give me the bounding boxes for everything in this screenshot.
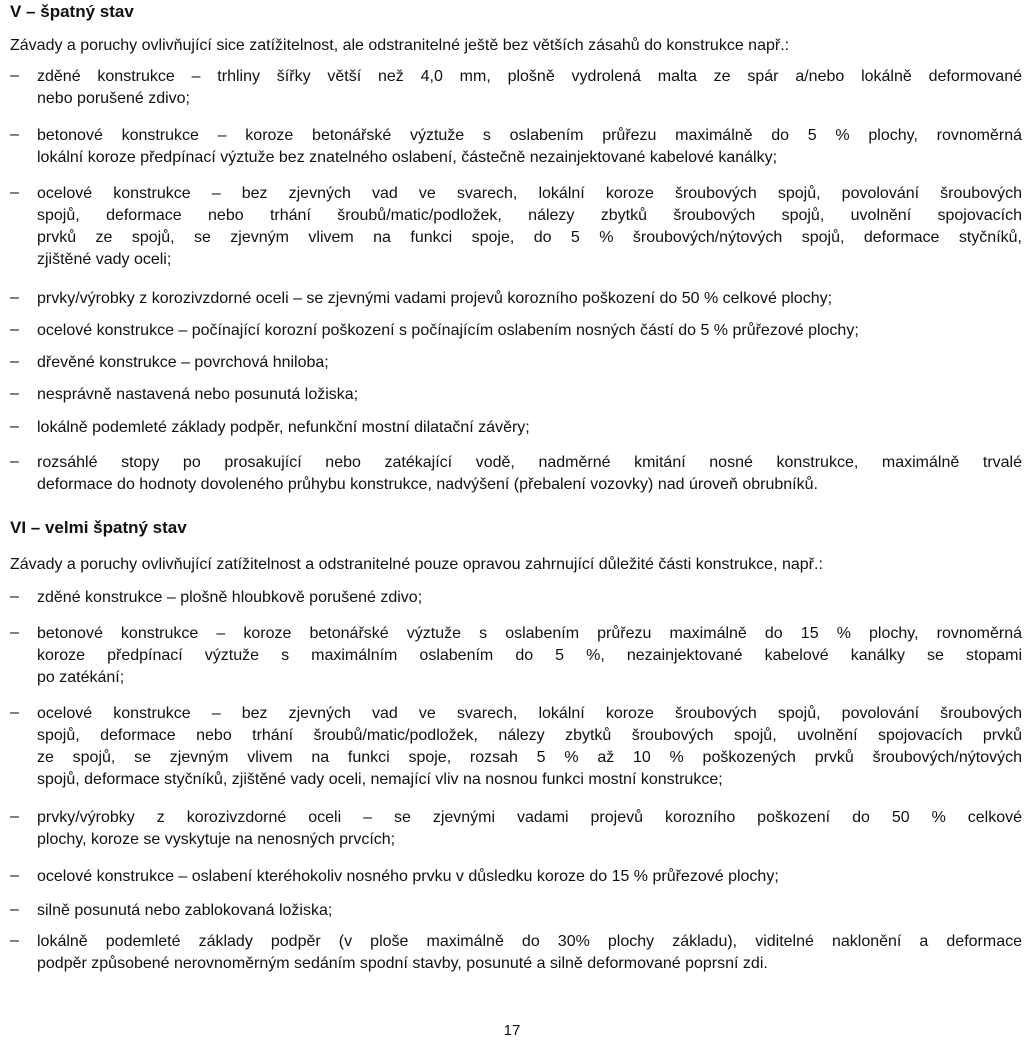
text-line: lokálně podemleté základy podpěr, nefunkční mostní dilatační závěry; [37, 419, 530, 436]
list-item-text [37, 125, 1022, 169]
list-item-text [37, 384, 1022, 406]
list-dash: – [10, 385, 19, 402]
text-line: spojů, deformace styčníků, zjištěné vady oceli, nemající vliv na nosnou funkci mostní konstrukce; [37, 771, 723, 788]
section-v-intro: Závady a poruchy ovlivňující sice zatížitelnost, ale odstranitelné ještě bez větších zásahů do konstrukce např.: [10, 37, 790, 54]
text-line: zděné konstrukce – plošně hloubkově porušené zdivo; [37, 589, 423, 606]
list-item-text [37, 417, 1022, 439]
text-line: podpěr způsobené nerovnoměrným sedáním spodní stavby, posunuté a silně deformované poprsní zdi. [37, 955, 768, 972]
text-line: lokální koroze předpínací výztuže bez znatelného oslabení, částečně nezainjektované kabelové kanálky; [37, 149, 778, 166]
text-line: zjištěné vady oceli; [37, 251, 172, 268]
text-line: nesprávně nastavená nebo posunutá ložiska; [37, 386, 359, 403]
list-dash: – [10, 321, 19, 338]
list-dash: – [10, 808, 19, 825]
text-line: prvky/výrobky z korozivzdorné oceli – se zjevnými vadami projevů korozního poškození do 50 % celkové plochy; [37, 290, 833, 307]
list-dash: – [10, 932, 19, 949]
list-dash: – [10, 289, 19, 306]
text-line: ocelové konstrukce – oslabení kteréhokoliv nosného prvku v důsledku koroze do 15 % průřezové plochy; [37, 868, 779, 885]
text-line: po zatékání; [37, 669, 125, 686]
list-dash: – [10, 126, 19, 143]
list-dash: – [10, 453, 19, 470]
text-line: ocelové konstrukce – počínající korozní poškození s počínajícím oslabením nosných částí do 5 % průřezové plochy; [37, 322, 859, 339]
text-line: zděné konstrukce – trhliny šířky větší než 4,0 mm, plošně vydrolená malta ze spár a/nebo lokálně deformované [37, 68, 1022, 85]
text-line: koroze předpínací výztuže s maximálním oslabením do 5 %, nezainjektované kabelové kanálky se stopami [37, 647, 1022, 664]
section-vi-intro: Závady a poruchy ovlivňující zatížitelnost a odstranitelné pouze opravou zahrnující důležité části konstrukce, např.: [10, 556, 823, 573]
list-dash: – [10, 901, 19, 918]
list-item-text [37, 452, 1022, 496]
text-line: silně posunutá nebo zablokovaná ložiska; [37, 902, 333, 919]
text-line: betonové konstrukce – koroze betonářské výztuže s oslabením průřezu maximálně do 5 % plochy, rovnoměrná [37, 127, 1022, 144]
text-line: prvky/výrobky z korozivzdorné oceli – se zjevnými vadami projevů korozního poškození do 50 % celkové [37, 809, 1022, 826]
text-line: ocelové konstrukce – bez zjevných vad ve svarech, lokální koroze šroubových spojů, povolování šroubových [37, 185, 1022, 202]
text-line: plochy, koroze se vyskytuje na nenosných prvcích; [37, 831, 396, 848]
list-item-text [37, 587, 1022, 609]
text-line: deformace do hodnoty dovoleného průhybu konstrukce, nadvýšení (přebalení vozovky) nad úroveň obrubníků. [37, 476, 818, 493]
text-line: spojů, deformace nebo trhání šroubů/matic/podložek, nálezy zbytků šroubových spojů, uvolnění spojovacích prvků [37, 727, 1022, 744]
section-v-heading: V – špatný stav [10, 2, 134, 21]
list-dash: – [10, 353, 19, 370]
text-line: betonové konstrukce – koroze betonářské výztuže s oslabením průřezu maximálně do 15 % plochy, rovnoměrná [37, 625, 1022, 642]
text-line: spojů, deformace nebo trhání šroubů/matic/podložek, nálezy zbytků šroubových spojů, uvolnění spojovacích [37, 207, 1022, 224]
text-line: dřevěné konstrukce – povrchová hniloba; [37, 354, 329, 371]
list-item-text [37, 183, 1022, 271]
list-item-text [37, 288, 1022, 310]
list-item-text [37, 866, 1022, 888]
text-line: ze spojů, se zjevným vlivem na funkci spoje, rozsah 5 % až 10 % poškozených prvků šroubových/nýtových [37, 749, 1022, 766]
list-item-text [37, 931, 1022, 975]
list-item-text [37, 66, 1022, 110]
list-item-text [37, 320, 1022, 342]
list-item-text [37, 352, 1022, 374]
list-item-text [37, 703, 1022, 791]
section-vi-heading: VI – velmi špatný stav [10, 518, 187, 537]
list-dash: – [10, 704, 19, 721]
text-line: lokálně podemleté základy podpěr (v ploše maximálně do 30% plochy základu), viditelné naklonění a deformace [37, 933, 1022, 950]
page-number: 17 [503, 1022, 521, 1039]
list-item-text [37, 900, 1022, 922]
list-dash: – [10, 867, 19, 884]
text-line: prvků ze spojů, se zjevným vlivem na funkci spoje, do 5 % šroubových/nýtových spojů, deformace styčníků, [37, 229, 1022, 246]
list-dash: – [10, 67, 19, 84]
list-dash: – [10, 418, 19, 435]
list-item-text [37, 807, 1022, 851]
list-dash: – [10, 588, 19, 605]
text-line: ocelové konstrukce – bez zjevných vad ve svarech, lokální koroze šroubových spojů, povolování šroubových [37, 705, 1022, 722]
text-line: nebo porušené zdivo; [37, 90, 190, 107]
text-line: rozsáhlé stopy po prosakující nebo zatékající vodě, nadměrné kmitání nosné konstrukce, maximálně trvalé [37, 454, 1022, 471]
list-dash: – [10, 184, 19, 201]
list-dash: – [10, 624, 19, 641]
list-item-text [37, 623, 1022, 689]
